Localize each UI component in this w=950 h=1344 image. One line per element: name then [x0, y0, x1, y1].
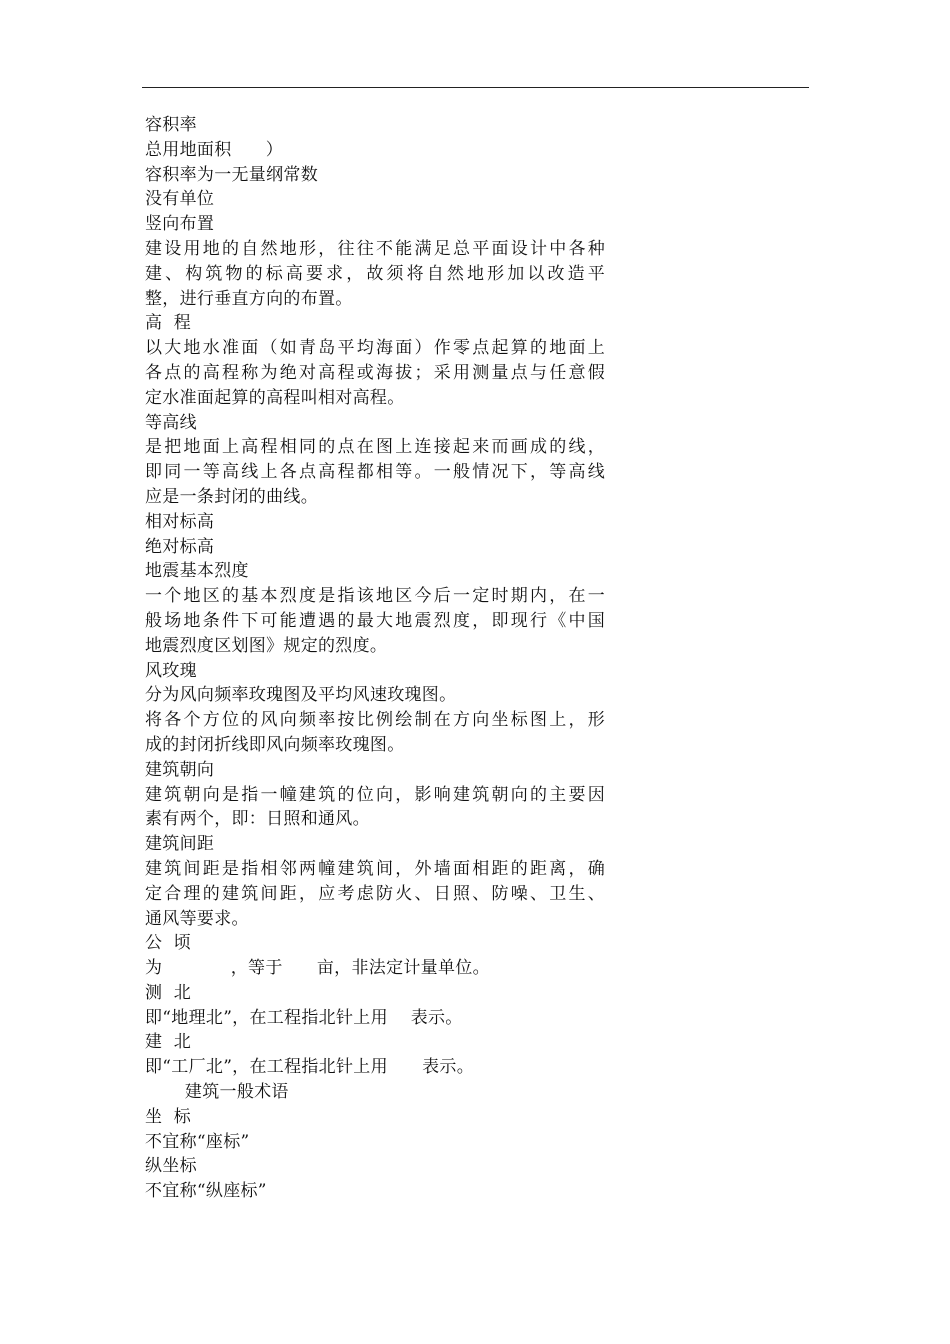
term-heading: 竖向布置: [145, 214, 215, 235]
paragraph-line: 建设用地的自然地形，往往不能满足总平面设计中各种: [145, 238, 605, 259]
paragraph-line: 以大地水准面（如青岛平均海面）作零点起算的地面上: [145, 338, 605, 359]
term-heading: 绝对标高: [145, 536, 215, 557]
term-heading: 公 顷: [145, 933, 192, 954]
term-heading: 建 北: [145, 1032, 192, 1053]
paragraph-line: 为 ，等于 亩，非法定计量单位。: [145, 958, 490, 979]
paragraph-line: 不宜称“纵座标”: [145, 1181, 267, 1202]
term-heading: 风玫瑰: [145, 660, 197, 681]
text-line: 没有单位: [145, 189, 215, 210]
paragraph-line: 即“工厂北”，在工程指北针上用 表示。: [145, 1057, 475, 1078]
paragraph-line: 建、构筑物的标高要求，故须将自然地形加以改造平: [145, 263, 605, 284]
paragraph-line: 定水准面起算的高程叫相对高程。: [145, 387, 405, 408]
paragraph-line: 是把地面上高程相同的点在图上连接起来而画成的线，: [145, 437, 605, 458]
paragraph-line: 应是一条封闭的曲线。: [145, 486, 318, 507]
term-heading: 相对标高: [145, 511, 215, 532]
term-heading: 地震基本烈度: [145, 561, 249, 582]
term-heading: 高 程: [145, 313, 192, 334]
paragraph-line: 定合理的建筑间距，应考虑防火、日照、防噪、卫生、: [145, 883, 605, 904]
paragraph-line: 分为风向频率玫瑰图及平均风速玫瑰图。: [145, 685, 457, 706]
paragraph-line: 建筑朝向是指一幢建筑的位向，影响建筑朝向的主要因: [145, 784, 605, 805]
paragraph-line: 即“地理北”，在工程指北针上用 表示。: [145, 1007, 463, 1028]
term-heading: 建筑朝向: [145, 759, 215, 780]
paragraph-line: 建筑间距是指相邻两幢建筑间，外墙面相距的距离，确: [145, 858, 605, 879]
paragraph-line: 各点的高程称为绝对高程或海拔；采用测量点与任意假: [145, 362, 605, 383]
term-heading: 建筑间距: [145, 834, 215, 855]
paragraph-line: 通风等要求。: [145, 908, 249, 929]
header-rule: [142, 87, 809, 88]
paragraph-line: 成的封闭折线即风向频率玫瑰图。: [145, 734, 405, 755]
text-line: 容积率为一无量纲常数: [145, 164, 318, 185]
term-heading: 坐 标: [145, 1106, 192, 1127]
section-heading: 建筑一般术语: [145, 1082, 289, 1103]
paragraph-line: 素有两个，即：日照和通风。: [145, 809, 370, 830]
paragraph-line: 将各个方位的风向频率按比例绘制在方向坐标图上，形: [145, 710, 605, 731]
text-line: 总用地面积 ）: [145, 139, 284, 160]
paragraph-line: 一个地区的基本烈度是指该地区今后一定时期内，在一: [145, 586, 605, 607]
paragraph-line: 地震烈度区划图》规定的烈度。: [145, 635, 388, 656]
document-body: [145, 113, 605, 1204]
paragraph-line: 不宜称“座标”: [145, 1131, 250, 1152]
term-heading: 容积率: [145, 115, 197, 135]
paragraph-line: 般场地条件下可能遭遇的最大地震烈度，即现行《中国: [145, 610, 605, 631]
paragraph-line: 整，进行垂直方向的布置。: [145, 288, 353, 309]
paragraph-line: 即同一等高线上各点高程都相等。一般情况下，等高线: [145, 462, 605, 483]
term-heading: 测 北: [145, 982, 192, 1003]
term-heading: 纵坐标: [145, 1156, 197, 1177]
term-heading: 等高线: [145, 412, 197, 433]
